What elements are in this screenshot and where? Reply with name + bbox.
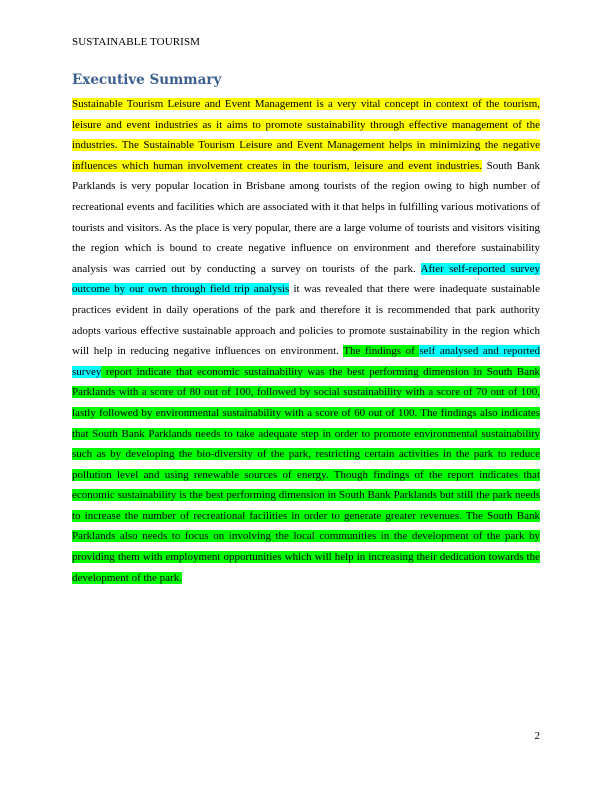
plain-text: it was revealed that there were inadequate sustainable practices evident in daily operations of the park and therefore it is recommended that park authority adopts various effective sustainable approach and policies to promote sustainability in the region which will help in reducing negative influences on environment. — [72, 283, 540, 358]
highlighted-text-green: The findings of — [343, 345, 420, 358]
plain-text: South Bank Parklands is very popular location in Brisbane among tourists of the region owing to high number of recreational events and facilities which are associated with it that helps in fulfilling various motivations of tourists and visitors. As the place is very popular, there are a large volume of tourists and visitors visiting the region which is bound to create negative influence on environment and therefore sustainability analysis was carried out by conducting a survey on tourists of the park. — [72, 159, 540, 275]
executive-summary-paragraph — [72, 94, 540, 588]
highlighted-text-cyan: self analysed and reported survey — [72, 345, 540, 378]
section-heading: Executive Summary — [72, 72, 222, 88]
highlighted-text-yellow: Sustainable Tourism Leisure and Event Management is a very vital concept in context of the tourism, leisure and event industries as it aims to promote sustainability through effective management of the industries. The Sustainable Tourism Leisure and Event Management helps in minimizing the negative influences which human involvement creates in the tourism, leisure and event industries. — [72, 98, 540, 172]
highlighted-text-green: report indicate that economic sustainability was the best performing dimension in South Bank Parklands with a score of 80 out of 100, followed by social sustainability with a score of 70 out of 100, lastly followed by environmental sustainability with a score of 60 out of 100. The findings also indicates that South Bank Parklands needs to take adequate step in order to promote environmental sustainability such as by developing the bio-diversity of the park, restricting certain activities in the park to reduce pollution level and using renewable sources of energy. Though findings of the report indicates that economic sustainability is the best performing dimension in South Bank Parklands but still the park needs to increase the number of recreational facilities in order to generate greater revenues. The South Bank Parklands also needs to focus on involving the local communities in the development of the park by providing them with employment opportunities which will help in increasing their dedication towards the development of the park. — [72, 365, 540, 584]
running-header: SUSTAINABLE TOURISM — [72, 36, 201, 48]
highlighted-text-cyan: After self-reported survey outcome by our own through field trip analysis — [72, 262, 540, 296]
page-number: 2 — [534, 730, 540, 742]
